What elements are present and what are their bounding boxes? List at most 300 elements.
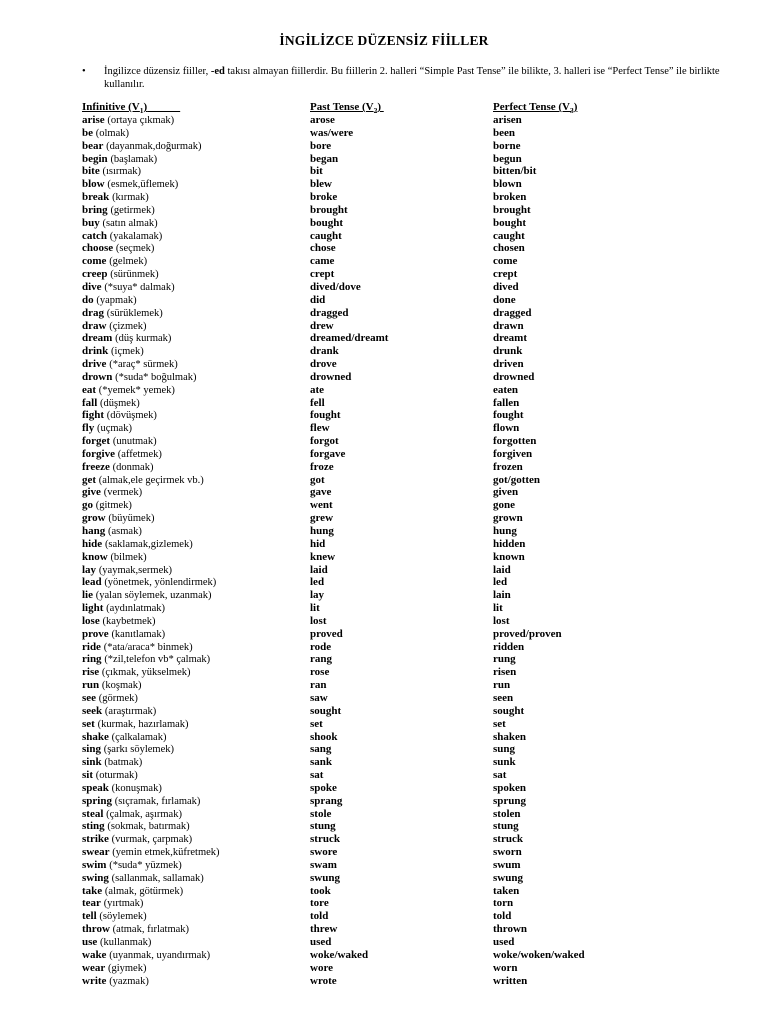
verb-perfect-tense: set (493, 717, 506, 730)
verb-row-infinitive (82, 294, 220, 307)
verb-past-tense: threw (310, 923, 338, 936)
verb-past-tense: sought (310, 704, 342, 717)
verb-perfect-tense: rung (493, 653, 516, 666)
verb-past-tense: took (310, 884, 331, 897)
verb-perfect-tense: struck (493, 833, 523, 846)
verb-past-tense: fell (310, 396, 325, 409)
verb-infinitive: draw (82, 319, 107, 332)
verb-meaning: (çalkalamak) (111, 731, 167, 743)
verb-meaning: (uyanmak, uyandırmak) (109, 949, 211, 961)
verb-past-tense: shook (310, 730, 338, 743)
verb-meaning: (kurmak, hazırlamak) (97, 718, 189, 730)
verb-infinitive: dream (82, 332, 113, 345)
past-tense-header: Past Tense $(V_2)$ (310, 101, 381, 116)
verb-meaning: (*zil,telefon vb* çalmak) (104, 654, 211, 666)
verb-infinitive: ride (82, 640, 101, 653)
verb-row-infinitive (82, 808, 220, 821)
verb-infinitive: break (82, 191, 110, 204)
verb-meaning: (gelmek) (109, 256, 148, 268)
verb-past-tense: drowned (310, 370, 352, 383)
verb-perfect-tense: ridden (493, 640, 525, 653)
verb-meaning: (saklamak,gizlemek) (104, 538, 193, 550)
verb-row-infinitive (82, 872, 220, 885)
verb-perfect-tense: given (493, 486, 519, 499)
verb-infinitive: wake (82, 948, 107, 961)
verb-past-tense: sank (310, 756, 333, 769)
verb-past-tense: lay (310, 589, 325, 602)
verb-perfect-tense: sung (493, 743, 516, 756)
verb-infinitive: ring (82, 653, 102, 666)
verb-perfect-tense: hidden (493, 537, 526, 550)
verb-infinitive: swing (82, 871, 109, 884)
verb-past-tense: crept (310, 268, 335, 281)
verb-row-infinitive (82, 743, 220, 756)
infinitive-column (82, 100, 220, 987)
verb-row-infinitive (82, 435, 220, 448)
perfect-tense-column (493, 100, 585, 987)
verb-infinitive: set (82, 717, 95, 730)
verb-perfect-tense: grown (493, 512, 523, 525)
verb-row-infinitive (82, 422, 220, 435)
verb-infinitive: lose (82, 614, 100, 627)
verb-infinitive: choose (82, 242, 114, 255)
verb-perfect-tense: sought (493, 704, 525, 717)
verb-meaning: (yönetmek, yönlendirmek) (104, 577, 217, 589)
verb-infinitive: lay (82, 563, 97, 576)
verb-row-infinitive (82, 204, 220, 217)
verb-perfect-tense: stung (493, 820, 519, 833)
verb-meaning: (vermek) (103, 487, 143, 499)
verb-meaning: (yakalamak) (109, 230, 163, 242)
verb-infinitive: eat (82, 383, 97, 396)
verb-meaning: (*suya* dalmak) (104, 281, 175, 293)
verb-row-infinitive (82, 461, 220, 474)
verb-row-infinitive (82, 127, 220, 140)
verb-meaning: (sallanmak, sallamak) (111, 872, 204, 884)
verb-perfect-tense: led (493, 576, 508, 589)
verb-past-tense: forgave (310, 447, 346, 460)
verb-meaning: (sokmak, batırmak) (107, 821, 190, 833)
verb-past-tense: bit (310, 165, 323, 178)
verb-meaning: (yalan söylemek, uzanmak) (95, 590, 212, 602)
verb-row-infinitive (82, 448, 220, 461)
verb-past-tense: brought (310, 203, 348, 216)
verb-perfect-tense: stolen (493, 807, 521, 820)
verb-row-infinitive (82, 910, 220, 923)
verb-perfect-tense: done (493, 293, 516, 306)
verb-meaning: (*yemek* yemek) (98, 384, 175, 396)
verb-infinitive: catch (82, 229, 108, 242)
verb-perfect-tense: taken (493, 884, 520, 897)
verb-infinitive: begin (82, 152, 108, 165)
perfect-tense-header: Perfect Tense $(V_3)$ (493, 101, 578, 116)
intro-text: İngilizce düzensiz fiiller, -ed takısı almayan fiillerdir. Bu fiillerin 2. halleri “Simple Past Tense” ile bilikte, 3. halleri ise “Perfect Tense” ile birlikte kullanılır. (104, 66, 720, 90)
verb-infinitive: write (82, 974, 107, 987)
verb-past-tense: ran (310, 679, 327, 692)
verb-row-infinitive (82, 769, 220, 782)
verb-perfect-tense: sat (493, 769, 507, 782)
verb-meaning: (ortaya çıkmak) (107, 115, 175, 126)
verb-meaning: (atmak, fırlatmak) (112, 924, 190, 936)
verb-perfect-tense: dreamt (493, 332, 528, 345)
verb-perfect-tense: proved/proven (493, 627, 562, 640)
verb-perfect-tense: used (493, 936, 515, 948)
verb-perfect-tense: caught (493, 229, 525, 242)
verb-infinitive: get (82, 473, 97, 486)
verb-infinitive: spring (82, 794, 112, 807)
verb-past-tense: wrote (310, 974, 337, 987)
verb-infinitive: seek (82, 704, 103, 717)
verb-row-infinitive (82, 320, 220, 333)
verb-past-tense: sprang (310, 794, 343, 807)
verb-past-tense: rang (310, 653, 332, 666)
verb-row-infinitive (82, 589, 220, 602)
verb-perfect-tense: worn (493, 961, 518, 974)
verb-past-tense: led (310, 576, 325, 589)
verb-row-infinitive (82, 384, 220, 397)
verb-meaning: (düşmek) (100, 397, 140, 409)
verb-row-infinitive (82, 885, 220, 898)
verb-perfect-tense: eaten (493, 383, 519, 396)
verb-row-infinitive (82, 332, 220, 345)
verb-row-infinitive (82, 615, 220, 628)
verb-infinitive: forgive (82, 447, 115, 460)
verb-row-infinitive (82, 474, 220, 487)
verb-meaning: (*suda* boğulmak) (115, 371, 197, 383)
verb-perfect-tense: torn (493, 897, 514, 910)
verb-past-tense: wore (310, 961, 334, 974)
verb-infinitive: shake (82, 730, 109, 743)
verb-meaning: (sürüklemek) (106, 307, 163, 319)
verb-perfect-tense: seen (493, 691, 514, 704)
verb-meaning: (koşmak) (101, 680, 142, 692)
verb-perfect-tense: bitten/bit (493, 165, 537, 178)
verb-row-infinitive (82, 178, 220, 191)
verb-infinitive: grow (82, 512, 106, 525)
verb-infinitive: know (82, 550, 108, 563)
verb-past-tense: came (310, 255, 335, 268)
verb-perfect-tense: drunk (493, 345, 523, 358)
verb-infinitive: tell (82, 910, 97, 923)
verb-row-infinitive (82, 538, 220, 551)
verb-past-tense: hid (310, 537, 326, 550)
verb-past-tense: ate (310, 383, 325, 396)
verb-infinitive: steal (82, 807, 104, 820)
verb-row-infinitive (82, 525, 220, 538)
verb-meaning: (getirmek) (110, 204, 155, 216)
verb-row-infinitive (82, 576, 220, 589)
verb-infinitive: creep (82, 268, 108, 281)
verb-past-tense: sang (310, 743, 332, 756)
verb-row-infinitive (82, 923, 220, 936)
verb-row-infinitive (82, 114, 220, 127)
verb-infinitive: lie (82, 589, 93, 602)
verb-meaning: (uçmak) (96, 423, 132, 435)
verb-infinitive: forget (82, 435, 111, 448)
verb-meaning: (yaymak,sermek) (98, 564, 172, 576)
verb-past-tense: bought (310, 216, 344, 229)
verb-meaning: (almak,ele geçirmek vb.) (98, 474, 204, 486)
verb-perfect-tense: laid (493, 563, 511, 576)
verb-perfect-tense: dived (493, 280, 519, 293)
verb-meaning: (düş kurmak) (115, 333, 172, 345)
verb-infinitive: fight (82, 409, 104, 422)
verb-past-tense: drew (310, 319, 334, 332)
verb-perfect-tense: fallen (493, 396, 520, 409)
verb-past-tense: fought (310, 409, 341, 422)
verb-meaning: (*suda* yüzmek) (109, 859, 182, 871)
verb-infinitive: drive (82, 358, 107, 371)
infinitive-header: Infinitive $(V_1)$ (82, 101, 148, 116)
verb-past-tense: proved (310, 627, 343, 640)
verb-meaning: (kanıtlamak) (111, 628, 166, 640)
verb-row-infinitive (82, 628, 220, 641)
verb-infinitive: blow (82, 178, 105, 191)
verb-infinitive: dive (82, 280, 102, 293)
verb-meaning: (giymek) (107, 962, 147, 974)
verb-perfect-tense: been (493, 126, 515, 139)
verb-perfect-tense: written (493, 974, 528, 987)
verb-perfect-tense: swum (493, 858, 521, 871)
verb-infinitive: light (82, 602, 104, 615)
verb-row-infinitive (82, 486, 220, 499)
verb-meaning: (içmek) (111, 346, 144, 358)
verb-infinitive: bring (82, 203, 108, 216)
verb-meaning: (yapmak) (96, 294, 137, 306)
past-tense-column (310, 100, 388, 987)
verb-row-infinitive (82, 602, 220, 615)
verb-meaning: (seçmek) (115, 243, 155, 255)
verb-meaning: (çıkmak, yükselmek) (101, 667, 191, 679)
verb-infinitive: go (82, 499, 93, 512)
verb-infinitive: be (82, 126, 93, 139)
verb-row-infinitive (82, 217, 220, 230)
verb-perfect-tense: crept (493, 268, 518, 281)
verb-meaning: (çalmak, aşırmak) (106, 808, 182, 820)
verb-row-infinitive (82, 307, 220, 320)
verb-past-tense: tore (310, 897, 329, 910)
intro-paragraph (82, 65, 722, 91)
verb-row-infinitive (82, 718, 220, 731)
verb-past-tense: swam (310, 858, 337, 871)
verb-meaning: (gitmek) (95, 500, 132, 512)
verb-past-tense: flew (310, 422, 330, 435)
verb-meaning: (vurmak, çarpmak) (111, 834, 193, 846)
bullet-icon: • (82, 66, 86, 77)
verb-infinitive: prove (82, 627, 109, 640)
verb-perfect-tense: hung (493, 525, 517, 537)
verb-past-tense: went (310, 499, 333, 512)
verb-infinitive: sink (82, 756, 102, 769)
verb-row-infinitive (82, 230, 220, 243)
verb-row-infinitive (82, 191, 220, 204)
verb-past-tense: stung (310, 820, 336, 833)
verb-row-infinitive (82, 859, 220, 872)
verb-meaning: (*araç* sürmek) (109, 359, 178, 371)
verb-infinitive: fall (82, 396, 98, 409)
verb-perfect-tense: got/gotten (493, 473, 541, 486)
verb-past-tense: woke/waked (310, 948, 369, 961)
verb-past-tense: knew (310, 550, 336, 563)
verb-infinitive: bite (82, 165, 100, 178)
verb-perfect-tense: thrown (493, 923, 528, 936)
verb-meaning: (yazmak) (109, 975, 149, 987)
verb-meaning: (konuşmak) (111, 782, 162, 794)
verb-perfect-tense: broken (493, 191, 527, 204)
verb-meaning: (affetmek) (117, 448, 162, 460)
verb-perfect-tense: sworn (493, 846, 522, 859)
verb-infinitive: sing (82, 743, 101, 756)
verb-meaning: (araştırmak) (104, 705, 157, 717)
verb-infinitive: drag (82, 306, 104, 319)
verb-row-infinitive (82, 820, 220, 833)
verb-past-tense: hung (310, 525, 334, 537)
intro-bold-suffix: -ed (210, 66, 225, 77)
verb-meaning: (dayanmak,doğurmak) (106, 140, 202, 152)
verb-past-tense: swung (310, 871, 340, 884)
verb-past-tense: grew (310, 512, 334, 525)
verb-infinitive: come (82, 255, 107, 268)
verb-perfect-tense: spoken (493, 781, 527, 794)
verb-past-tense: rode (310, 640, 332, 653)
verb-perfect-tense: run (493, 679, 511, 692)
verb-perfect-tense: risen (493, 666, 517, 679)
verb-row-infinitive (82, 345, 220, 358)
verb-infinitive: freeze (82, 460, 110, 473)
verb-perfect-tense: lit (493, 602, 503, 615)
verb-perfect-tense: blown (493, 178, 522, 191)
verb-perfect-tense: sprung (493, 794, 527, 807)
verb-infinitive: drink (82, 345, 109, 358)
verb-row-infinitive (82, 756, 220, 769)
verb-past-tense: arose (310, 114, 335, 126)
verb-meaning: (dövüşmek) (106, 410, 157, 422)
verb-past-tense: did (310, 293, 326, 306)
verb-perfect-tense: driven (493, 358, 524, 371)
verb-past-tense: drove (310, 358, 337, 371)
verb-infinitive: hide (82, 537, 103, 550)
verb-infinitive: do (82, 293, 94, 306)
verb-past-tense: chose (310, 242, 336, 255)
verb-row-infinitive (82, 165, 220, 178)
verb-row-infinitive (82, 653, 220, 666)
verb-meaning: (aydınlatmak) (106, 603, 166, 615)
verb-perfect-tense: drowned (493, 370, 535, 383)
page-title: İNGİLİZCE DÜZENSİZ FİİLLER (279, 33, 489, 48)
verb-row-infinitive (82, 397, 220, 410)
verb-infinitive: take (82, 884, 103, 897)
verb-row-infinitive (82, 936, 220, 949)
verb-row-infinitive (82, 833, 220, 846)
verb-perfect-tense: gone (493, 499, 515, 512)
verb-row-infinitive (82, 846, 220, 859)
verb-perfect-tense: drawn (493, 319, 524, 332)
verb-row-infinitive (82, 409, 220, 422)
verb-past-tense: dreamed/dreamt (310, 332, 389, 345)
verb-perfect-tense: begun (493, 152, 522, 165)
verb-meaning: (kırmak) (112, 192, 149, 204)
verb-infinitive: swear (82, 846, 110, 859)
verb-infinitive: see (82, 691, 97, 704)
verb-meaning: (şarkı söylemek) (103, 744, 174, 756)
verb-past-tense: saw (310, 691, 328, 704)
verb-meaning: (batmak) (104, 757, 143, 769)
verb-row-infinitive (82, 564, 220, 577)
verb-infinitive: run (82, 679, 100, 692)
verb-infinitive: tear (82, 897, 101, 910)
verb-past-tense: spoke (310, 781, 337, 794)
verb-infinitive: use (82, 936, 98, 948)
verb-infinitive: bear (82, 139, 104, 152)
verb-past-tense: blew (310, 178, 332, 191)
verb-past-tense: gave (310, 486, 332, 499)
verb-meaning: (donmak) (112, 461, 154, 473)
verb-row-infinitive (82, 641, 220, 654)
verb-row-infinitive (82, 782, 220, 795)
verb-past-tense: was/were (310, 126, 354, 139)
verb-meaning: (bilmek) (110, 551, 147, 563)
verb-infinitive: speak (82, 781, 109, 794)
verb-past-tense: used (310, 936, 332, 948)
verb-past-tense: forgot (310, 435, 339, 448)
verb-perfect-tense: swung (493, 871, 523, 884)
verb-row-infinitive (82, 140, 220, 153)
verb-infinitive: swim (82, 858, 107, 871)
verb-meaning: (*ata/araca* binmek) (103, 641, 193, 653)
verb-perfect-tense: flown (493, 422, 520, 435)
verb-meaning: (başlamak) (110, 153, 158, 165)
verb-infinitive: arise (82, 114, 105, 126)
verb-perfect-tense: lain (493, 589, 511, 602)
verb-row-infinitive (82, 705, 220, 718)
verb-meaning: (esmek,üflemek) (107, 179, 179, 191)
verb-meaning: (unutmak) (112, 436, 157, 448)
verb-row-infinitive (82, 897, 220, 910)
verb-meaning: (olmak) (95, 127, 129, 139)
verb-past-tense: told (310, 910, 329, 923)
verb-infinitive: lead (82, 576, 102, 589)
verb-perfect-tense: chosen (493, 242, 525, 255)
verb-perfect-tense: woke/woken/waked (493, 948, 585, 961)
verb-meaning: (sürünmek) (110, 269, 159, 281)
verb-meaning: (oturmak) (95, 770, 138, 782)
verb-perfect-tense: told (493, 910, 512, 923)
verb-infinitive: wear (82, 961, 106, 974)
verb-perfect-tense: borne (493, 139, 521, 152)
verb-past-tense: lit (310, 602, 320, 615)
verb-past-tense: sat (310, 769, 324, 782)
verb-row-infinitive (82, 666, 220, 679)
verb-past-tense: dived/dove (310, 280, 361, 293)
verb-meaning: (satın almak) (102, 217, 158, 229)
verb-row-infinitive (82, 268, 220, 281)
verb-row-infinitive (82, 962, 220, 975)
verb-row-infinitive (82, 679, 220, 692)
verb-perfect-tense: forgiven (493, 447, 533, 460)
verb-row-infinitive (82, 242, 220, 255)
verb-perfect-tense: arisen (493, 114, 522, 126)
verb-row-infinitive (82, 731, 220, 744)
verb-meaning: (kullanmak) (100, 937, 152, 948)
verb-meaning: (kaybetmek) (102, 615, 156, 627)
verb-past-tense: laid (310, 563, 328, 576)
verb-past-tense: drank (310, 345, 339, 358)
verb-past-tense: set (310, 717, 323, 730)
verb-infinitive: rise (82, 666, 100, 679)
verb-infinitive: sit (82, 769, 93, 782)
verb-row-infinitive (82, 551, 220, 564)
verb-row-infinitive (82, 949, 220, 962)
